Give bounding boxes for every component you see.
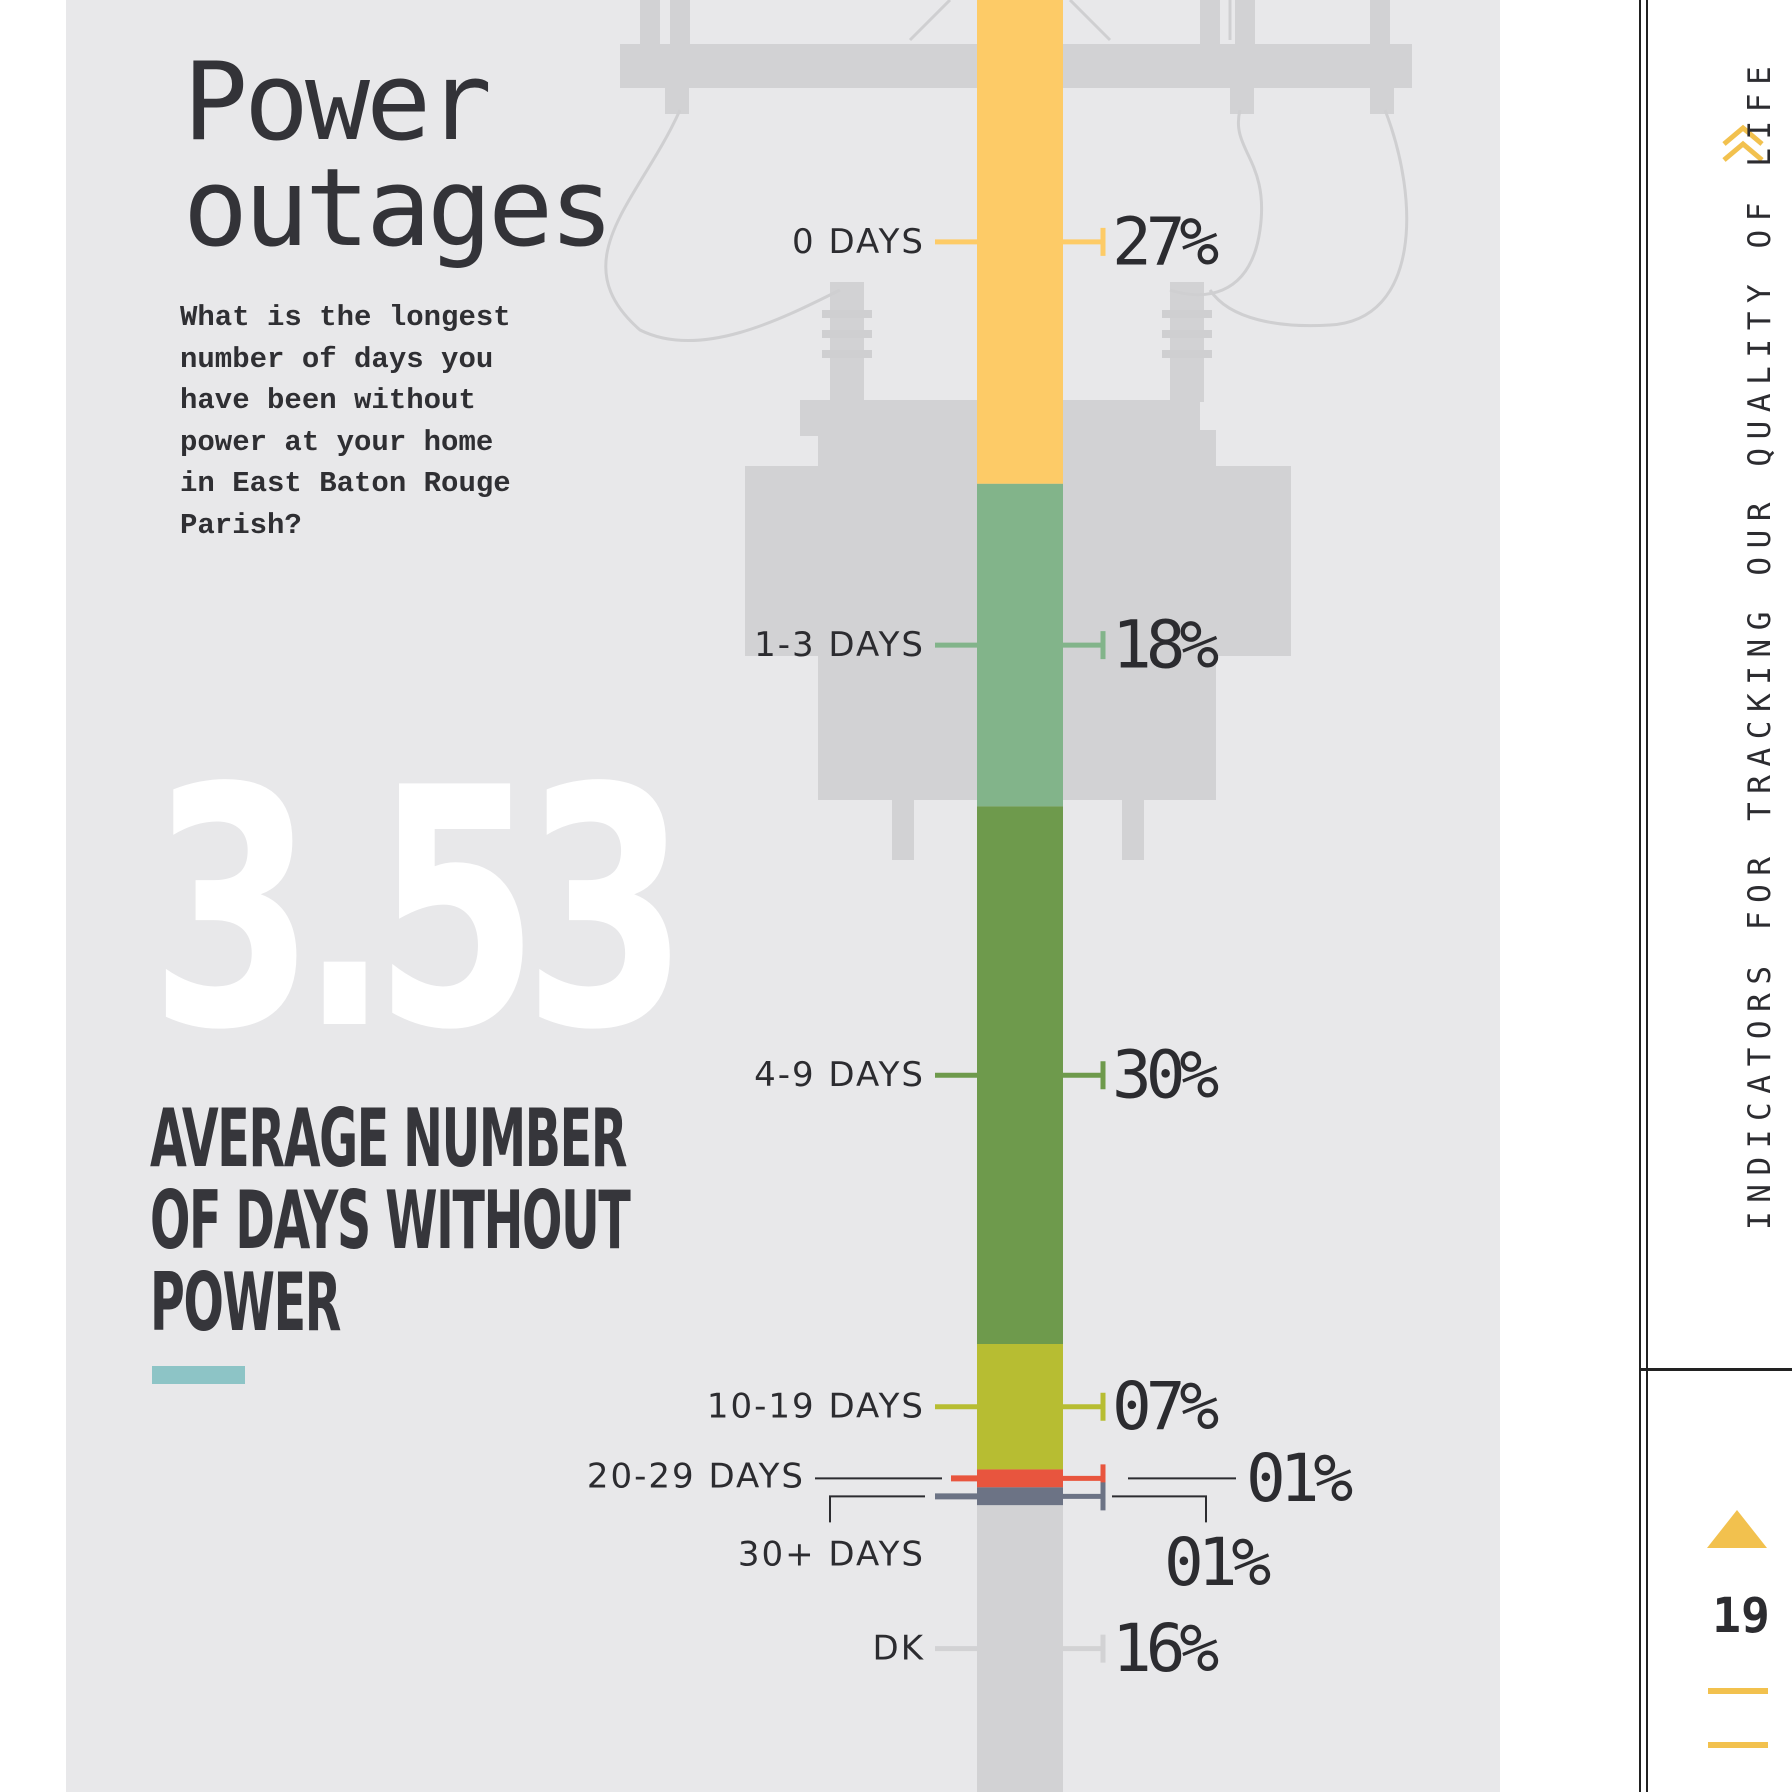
category-tick-right-5 [1063,1482,1103,1510]
value-label-3: 07% [1112,1368,1214,1446]
bar-segment-0 [977,0,1063,484]
section-header-vertical: INDICATORS FOR TRACKING OUR QUALITY OF LIFE [1742,57,1778,1230]
triangle-up-icon [1705,1508,1769,1550]
category-tick-right-3 [1063,1393,1103,1421]
average-days-value: 3.53 [150,718,673,1102]
margin-rule [1646,0,1648,1792]
category-label-1: 1-3 DAYS [754,625,925,666]
value-leader-5 [1112,1496,1206,1522]
margin-rule [1639,0,1641,1792]
title-text: Power outages [183,40,611,271]
category-tick-right-2 [1063,1061,1103,1089]
category-tick-right-6 [1063,1635,1103,1663]
value-label-1: 18% [1112,606,1214,684]
category-tick-left-5 [830,1496,925,1522]
category-label-5: 30+ DAYS [737,1534,925,1575]
bar-segment-3 [977,1344,1063,1469]
category-label-0: 0 DAYS [792,221,925,262]
bar-segment-6 [977,1505,1063,1792]
value-label-4: 01% [1246,1439,1348,1517]
category-label-2: 4-9 DAYS [754,1055,925,1096]
category-tick-right-0 [1063,228,1103,256]
category-tick-right-1 [1063,631,1103,659]
bar-segment-1 [977,484,1063,807]
bar-segment-4 [977,1469,1063,1487]
category-tick-right-4 [1063,1464,1103,1492]
decorative-dash [1708,1742,1768,1748]
value-label-6: 16% [1112,1610,1214,1688]
value-label-2: 30% [1112,1036,1214,1114]
bar-segment-2 [977,806,1063,1344]
category-label-3: 10-19 DAYS [706,1386,925,1427]
margin-divider [1640,1368,1792,1371]
caption-line-1: AVERAGE NUMBER [150,1092,627,1185]
value-label-0: 27% [1112,203,1214,281]
decorative-dash [1708,1688,1768,1694]
bar-segment-5 [977,1487,1063,1505]
caption-line-3: POWER [150,1256,341,1349]
category-label-4: 20-29 DAYS [586,1456,805,1497]
survey-question: What is the longest number of days you have been without power at your home in East Baton Rouge Parish? [180,301,511,542]
category-label-6: DK [872,1628,925,1669]
page-number: 19 [1712,1588,1770,1644]
value-label-5: 01% [1164,1523,1266,1601]
caption-line-2: OF DAYS WITHOUT [150,1174,630,1267]
